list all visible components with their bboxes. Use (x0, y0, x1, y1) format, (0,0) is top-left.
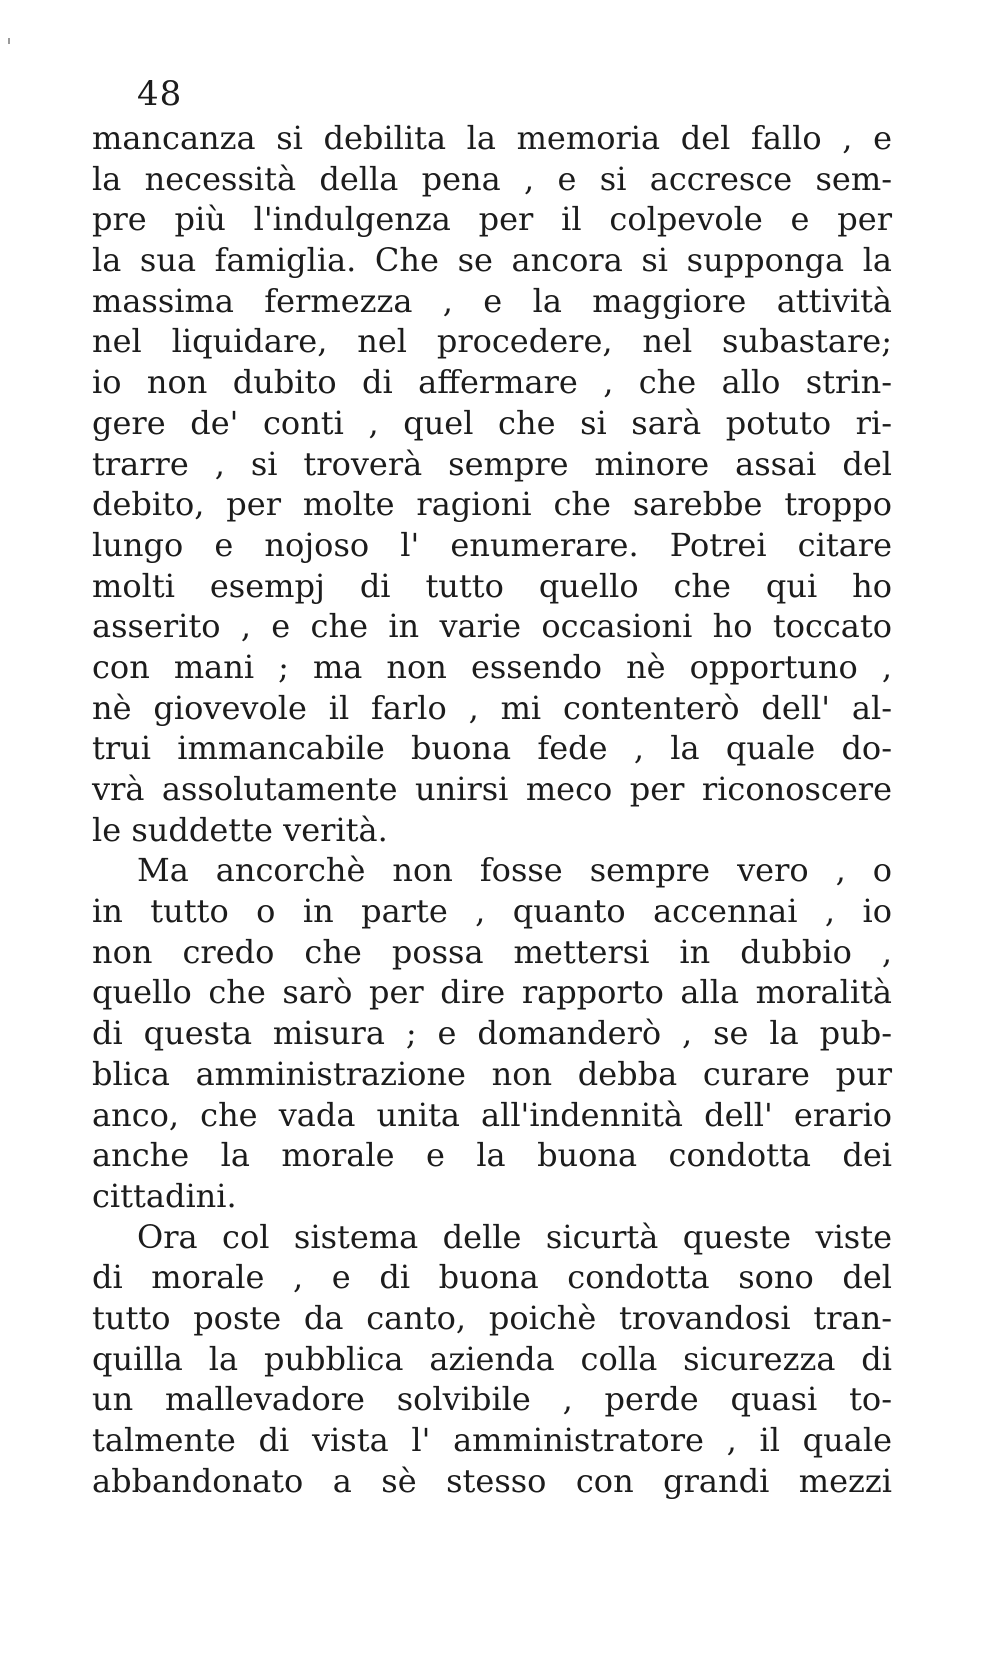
text-line: le suddette verità. (92, 810, 388, 849)
text-line: Ma ancorchè non fosse sempre vero , o (137, 851, 892, 890)
text-line: vrà assolutamente unirsi meco per riconoscere (92, 770, 892, 808)
text-line: la sua famiglia. Che se ancora si supponga la (92, 241, 892, 280)
text-line: un mallevadore solvibile , perde quasi to- (92, 1380, 892, 1419)
text-line: gere de' conti , quel che si sarà potuto ri- (92, 403, 892, 442)
text-line: non credo che possa mettersi in dubbio , (92, 932, 892, 971)
text-line: in tutto o in parte , quanto accennai , io (92, 892, 892, 931)
text-line: massima fermezza , e la maggiore attività (92, 281, 892, 320)
text-line: lungo e nojoso l' enumerare. Potrei citare (92, 525, 892, 564)
text-line: di morale , e di buona condotta sono del (92, 1258, 892, 1297)
text-line: quello che sarò per dire rapporto alla moralità (92, 973, 892, 1012)
text-line: anco, che vada unita all'indennità dell' erario (92, 1095, 892, 1134)
text-line: debito, per molte ragioni che sarebbe troppo (92, 485, 892, 524)
text-line: di questa misura ; e domanderò , se la pub- (92, 1014, 892, 1053)
scan-edge-mark (8, 38, 10, 44)
text-line: trarre , si troverà sempre minore assai del (92, 444, 892, 483)
page-number: 48 (137, 74, 183, 114)
text-line: Ora col sistema delle sicurtà queste viste (137, 1217, 892, 1256)
text-line: la necessità della pena , e si accresce sem- (92, 159, 892, 198)
text-line: tutto poste da canto, poichè trovandosi tran- (92, 1298, 892, 1337)
text-line: pre più l'indulgenza per il colpevole e per (92, 200, 892, 239)
text-line: talmente di vista l' amministratore , il quale (92, 1421, 892, 1459)
text-line: nè giovevole il farlo , mi contenterò dell' al- (92, 688, 892, 727)
text-line: nel liquidare, nel procedere, nel subastare; (92, 322, 892, 361)
text-line: mancanza si debilita la memoria del fallo , e (92, 119, 892, 157)
text-line: blica amministrazione non debba curare pur (92, 1054, 892, 1093)
text-line: cittadini. (92, 1176, 237, 1215)
text-line: asserito , e che in varie occasioni ho toccato (92, 607, 892, 646)
text-line: trui immancabile buona fede , la quale do- (92, 729, 892, 768)
text-line: abbandonato a sè stesso con grandi mezzi (92, 1461, 892, 1500)
text-line: molti esempj di tutto quello che qui ho (92, 566, 892, 605)
text-line: con mani ; ma non essendo nè opportuno , (92, 647, 892, 686)
text-line: quilla la pubblica azienda colla sicurezza di (92, 1339, 892, 1378)
text-line: anche la morale e la buona condotta dei (92, 1136, 892, 1175)
text-line: io non dubito di affermare , che allo strin- (92, 363, 892, 402)
body-text (92, 118, 892, 1501)
